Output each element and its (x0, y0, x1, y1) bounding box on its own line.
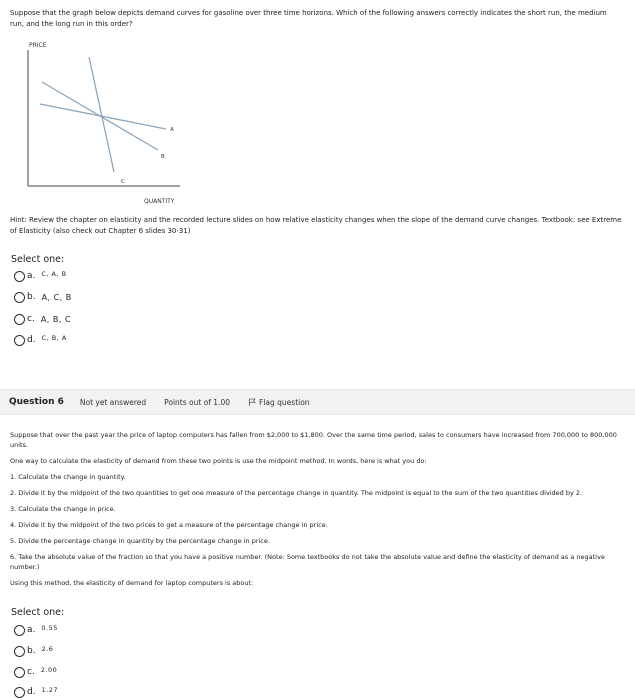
radio-button[interactable] (14, 646, 25, 657)
q6-option-b[interactable]: b. 2.6 (14, 643, 53, 659)
question-6-text (10, 430, 625, 594)
flag-icon (248, 398, 256, 406)
demand-curve-b (42, 82, 158, 150)
q5-option-b[interactable]: b. A, C, B (14, 289, 72, 305)
flag-question-button[interactable] (248, 398, 310, 407)
q5-option-c[interactable]: c. A, B, C (14, 311, 71, 327)
q6-step: 4. Divide it by the midpoint of the two prices to get a measure of the percentage change in price. (10, 521, 328, 529)
points-info: Points out of 1.00 (164, 397, 231, 407)
hint-text: Hint: Review the chapter on elasticity and the recorded lecture slides on how relative elasticity changes when the slope of the demand curve changes. Textbook: see Extreme of Elasticity (also check out Chapter 6 slides 30-31) (10, 216, 622, 235)
q6-paragraph: Suppose that over the past year the price of laptop computers has fallen from $2,000 to $1,800. Over the same time period, sales to consumers have increased from 700,000 to 800,000 units. (10, 431, 617, 449)
q6-step: 5. Divide the percentage change in quantity by the percentage change in price. (10, 537, 270, 545)
q6-question-prompt: Using this method, the elasticity of demand for laptop computers is about: (10, 579, 254, 587)
q6-step: 6. Take the absolute value of the fraction so that you have a positive number. (Note: Some textbooks do not take the absolute value and define the elasticity of demand as a negative number.) (10, 553, 605, 571)
q5-option-d[interactable]: d. C, B, A (14, 332, 67, 348)
question-5-text: Suppose that the graph below depicts demand curves for gasoline over three time horizons. Which of the following answers correctly indicates the short run, the medium run, and the long run in this order? (10, 9, 607, 28)
demand-curves-graph (20, 38, 190, 210)
q6-step: 2. Divide it by the midpoint of the two quantities to get one measure of the percentage change in quantity. The midpoint is equal to the sum of the two quantities divided by 2. (10, 489, 583, 497)
q6-step: 1. Calculate the change in quantity. (10, 473, 126, 481)
demand-curve-a (40, 104, 166, 129)
curve-label-b: B (161, 154, 165, 160)
radio-button[interactable] (14, 314, 25, 325)
y-axis-label: PRICE (29, 42, 47, 49)
select-one-label: Select one: (11, 607, 65, 618)
radio-button[interactable] (14, 667, 25, 678)
q5-option-a[interactable]: a. C, A, B (14, 268, 67, 284)
q6-option-c[interactable]: c. 2.00 (14, 664, 57, 680)
radio-button[interactable] (14, 687, 25, 698)
radio-button[interactable] (14, 271, 25, 282)
q6-option-d[interactable]: d. 1.27 (14, 684, 58, 700)
curve-label-c: C (121, 179, 125, 185)
radio-button[interactable] (14, 335, 25, 346)
question-6-title: Question 6 (9, 397, 64, 407)
curve-label-a: A (170, 127, 174, 133)
radio-button[interactable] (14, 625, 25, 636)
q6-step: 3. Calculate the change in price. (10, 505, 116, 513)
answer-status: Not yet answered (79, 397, 147, 407)
q6-paragraph: One way to calculate the elasticity of demand from these two points is use the midpoint method. In words, here is what you do: (10, 457, 427, 465)
x-axis-label: QUANTITY (144, 198, 175, 205)
q6-option-a[interactable]: a. 0.55 (14, 622, 58, 638)
select-one-label: Select one: (11, 254, 65, 265)
flag-question-label: Flag question (259, 397, 310, 407)
radio-button[interactable] (14, 292, 25, 303)
question-6-info-bar (0, 389, 635, 415)
